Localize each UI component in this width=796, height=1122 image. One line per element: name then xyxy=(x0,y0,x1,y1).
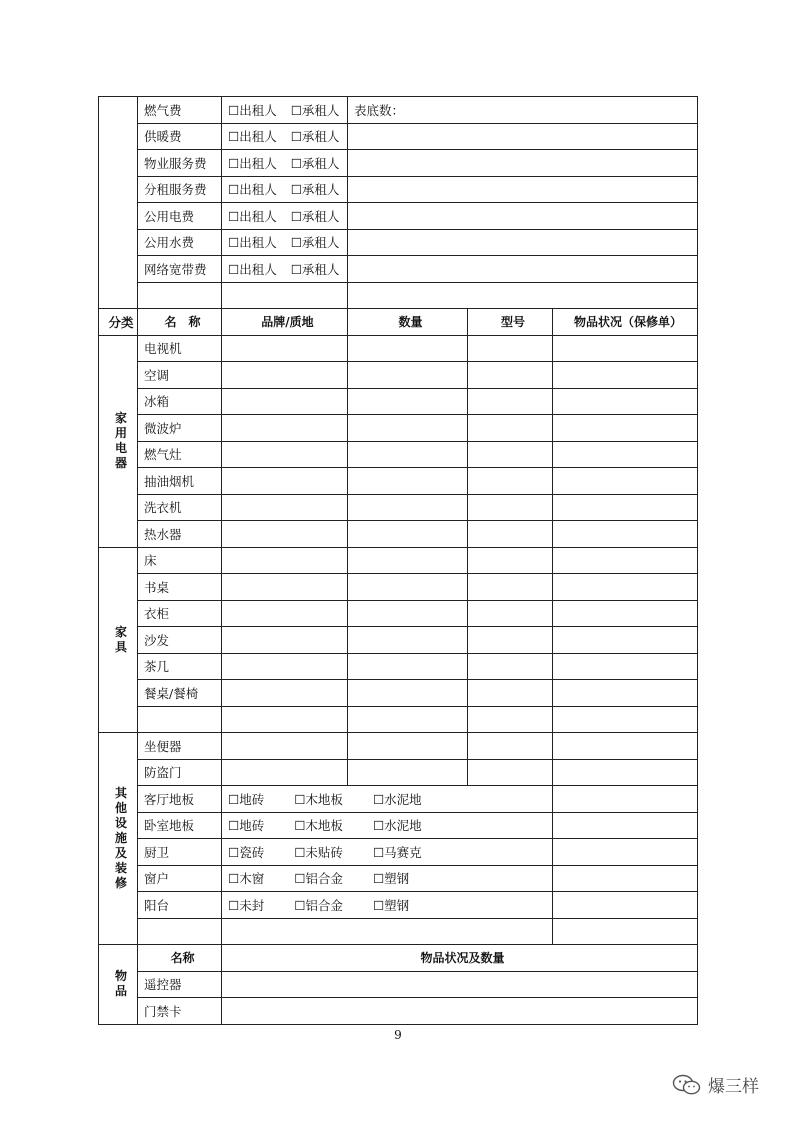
fee-name: 公用水费 xyxy=(138,229,222,256)
fee-note[interactable]: 表底数： xyxy=(348,97,698,124)
table-row xyxy=(99,600,698,627)
category-goods: 物品 xyxy=(99,945,138,1025)
payer-choice xyxy=(222,123,348,150)
fee-name: 物业服务费 xyxy=(138,150,222,177)
table-row xyxy=(99,388,698,415)
option-checkbox[interactable]: ☐未贴砖 xyxy=(294,844,343,860)
fee-note[interactable] xyxy=(348,150,698,177)
item-name: 门禁卡 xyxy=(138,998,222,1025)
lessor-checkbox[interactable]: ☐出租人 xyxy=(228,208,277,224)
item-name: 衣柜 xyxy=(138,600,222,627)
table-row xyxy=(99,812,698,839)
item-name: 书桌 xyxy=(138,574,222,601)
lessor-checkbox[interactable]: ☐出租人 xyxy=(228,155,277,171)
payer-choice xyxy=(222,150,348,177)
payer-choice xyxy=(222,97,348,124)
table-row xyxy=(99,680,698,707)
lessee-checkbox[interactable]: ☐承租人 xyxy=(290,208,340,224)
table-row xyxy=(99,733,698,760)
header-name: 名 称 xyxy=(138,309,222,336)
fee-row xyxy=(99,203,698,230)
option-checkbox[interactable]: ☐瓷砖 xyxy=(228,844,265,860)
fee-note[interactable] xyxy=(348,123,698,150)
item-name: 厨卫 xyxy=(138,839,222,866)
fee-row xyxy=(99,256,698,283)
item-name: 茶几 xyxy=(138,653,222,680)
header-row xyxy=(99,309,698,336)
option-checkbox[interactable]: ☐木地板 xyxy=(294,818,343,834)
goods-header-row xyxy=(99,945,698,972)
fee-row xyxy=(99,123,698,150)
inventory-table xyxy=(98,96,698,1025)
material-choice xyxy=(222,812,553,839)
category-facilities: 其他设施及装修 xyxy=(99,733,138,945)
item-name: 餐桌/餐椅 xyxy=(138,680,222,707)
page-number: 9 xyxy=(394,1028,402,1042)
table-row xyxy=(99,892,698,919)
wechat-icon xyxy=(672,1074,702,1096)
blank-cell[interactable] xyxy=(348,282,698,309)
table-row xyxy=(99,521,698,548)
fee-row xyxy=(99,229,698,256)
item-name: 燃气灶 xyxy=(138,441,222,468)
header-qty: 数量 xyxy=(348,309,468,336)
fee-note[interactable] xyxy=(348,229,698,256)
category-appliances: 家用电器 xyxy=(99,335,138,547)
table-row xyxy=(99,839,698,866)
option-checkbox[interactable]: ☐马赛克 xyxy=(372,844,422,860)
goods-status-header: 物品状况及数量 xyxy=(222,945,698,972)
item-name: 热水器 xyxy=(138,521,222,548)
fees-category-cell xyxy=(99,97,138,309)
payer-choice xyxy=(222,203,348,230)
item-name: 防盗门 xyxy=(138,759,222,786)
payer-choice xyxy=(222,176,348,203)
item-name: 遥控器 xyxy=(138,971,222,998)
lessee-checkbox[interactable]: ☐承租人 xyxy=(290,235,340,251)
table-row xyxy=(99,468,698,495)
table-row xyxy=(99,574,698,601)
table-row xyxy=(99,627,698,654)
table-row xyxy=(99,547,698,574)
header-condition: 物品状况（保修单） xyxy=(553,309,698,336)
header-model: 型号 xyxy=(468,309,553,336)
item-name: 冰箱 xyxy=(138,388,222,415)
fee-name: 公用电费 xyxy=(138,203,222,230)
material-choice xyxy=(222,892,553,919)
table-row xyxy=(99,759,698,786)
lessee-checkbox[interactable]: ☐承租人 xyxy=(290,182,340,198)
material-choice xyxy=(222,786,553,813)
lessor-checkbox[interactable]: ☐出租人 xyxy=(228,261,277,277)
payer-choice xyxy=(222,229,348,256)
fee-name: 燃气费 xyxy=(138,97,222,124)
option-checkbox[interactable]: ☐水泥地 xyxy=(372,791,422,807)
item-name: 客厅地板 xyxy=(138,786,222,813)
item-name: 卧室地板 xyxy=(138,812,222,839)
table-row xyxy=(99,786,698,813)
option-checkbox[interactable]: ☐地砖 xyxy=(228,791,265,807)
table-row xyxy=(99,441,698,468)
lessor-checkbox[interactable]: ☐出租人 xyxy=(228,102,277,118)
fee-note[interactable] xyxy=(348,176,698,203)
table-row xyxy=(99,335,698,362)
fee-row-blank xyxy=(99,282,698,309)
table-row xyxy=(99,494,698,521)
item-name: 空调 xyxy=(138,362,222,389)
item-name: 微波炉 xyxy=(138,415,222,442)
table-row-blank xyxy=(99,706,698,733)
option-checkbox[interactable]: ☐铝合金 xyxy=(294,871,343,887)
fee-row xyxy=(99,97,698,124)
item-name: 电视机 xyxy=(138,335,222,362)
blank-cell[interactable] xyxy=(138,282,222,309)
table-row xyxy=(99,971,698,998)
blank-cell[interactable] xyxy=(222,282,348,309)
material-choice xyxy=(222,839,553,866)
table-row xyxy=(99,865,698,892)
lessor-checkbox[interactable]: ☐出租人 xyxy=(228,182,277,198)
goods-name-header: 名称 xyxy=(138,945,222,972)
material-choice xyxy=(222,865,553,892)
item-name: 洗衣机 xyxy=(138,494,222,521)
option-checkbox[interactable]: ☐塑钢 xyxy=(372,871,410,887)
category-furniture: 家具 xyxy=(99,547,138,733)
item-name: 窗户 xyxy=(138,865,222,892)
fee-name: 网络宽带费 xyxy=(138,256,222,283)
table-row xyxy=(99,362,698,389)
item-name: 床 xyxy=(138,547,222,574)
lessee-checkbox[interactable]: ☐承租人 xyxy=(290,102,340,118)
fee-name: 分租服务费 xyxy=(138,176,222,203)
fee-row xyxy=(99,176,698,203)
fee-row xyxy=(99,150,698,177)
option-checkbox[interactable]: ☐水泥地 xyxy=(372,818,422,834)
header-category: 分类 xyxy=(99,309,138,336)
option-checkbox[interactable]: ☐木地板 xyxy=(294,791,343,807)
lessor-checkbox[interactable]: ☐出租人 xyxy=(228,129,277,145)
option-checkbox[interactable]: ☐塑钢 xyxy=(372,897,410,913)
header-brand: 品牌/质地 xyxy=(222,309,348,336)
option-checkbox[interactable]: ☐铝合金 xyxy=(294,897,343,913)
table-row xyxy=(99,998,698,1025)
item-name: 沙发 xyxy=(138,627,222,654)
fee-note[interactable] xyxy=(348,256,698,283)
item-name: 阳台 xyxy=(138,892,222,919)
table-row-blank xyxy=(99,918,698,945)
lessee-checkbox[interactable]: ☐承租人 xyxy=(290,261,340,277)
item-name: 坐便器 xyxy=(138,733,222,760)
option-checkbox[interactable]: ☐未封 xyxy=(228,897,265,913)
fee-note[interactable] xyxy=(348,203,698,230)
option-checkbox[interactable]: ☐木窗 xyxy=(228,871,265,887)
lessee-checkbox[interactable]: ☐承租人 xyxy=(290,155,340,171)
fee-name: 供暖费 xyxy=(138,123,222,150)
watermark xyxy=(672,1072,759,1097)
item-name: 抽油烟机 xyxy=(138,468,222,495)
table-row xyxy=(99,415,698,442)
lessor-checkbox[interactable]: ☐出租人 xyxy=(228,235,277,251)
watermark-text: 爆三样 xyxy=(708,1077,759,1097)
table-row xyxy=(99,653,698,680)
payer-choice xyxy=(222,256,348,283)
option-checkbox[interactable]: ☐地砖 xyxy=(228,818,265,834)
lessee-checkbox[interactable]: ☐承租人 xyxy=(290,129,340,145)
